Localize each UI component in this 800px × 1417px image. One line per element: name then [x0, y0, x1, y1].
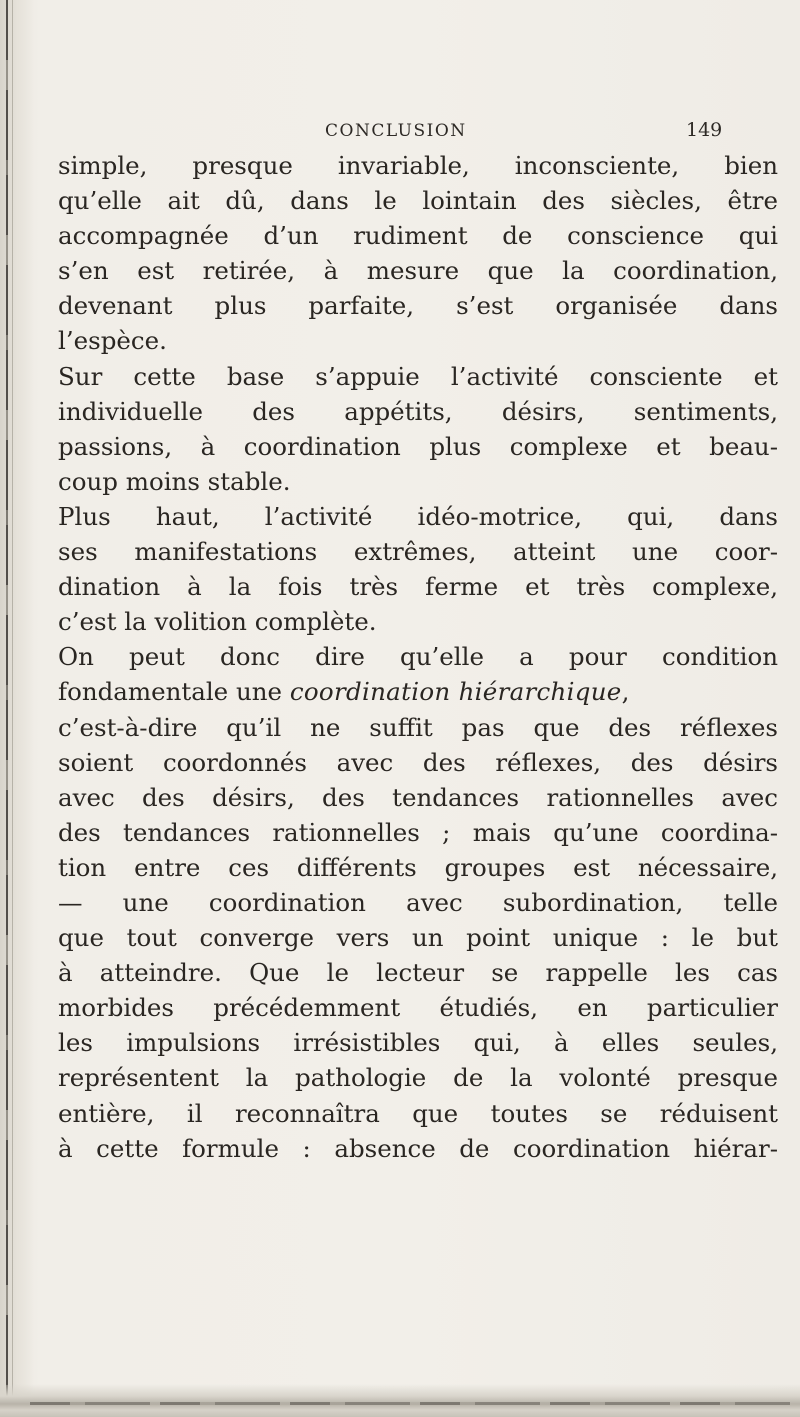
text-line: coup moins stable. [58, 466, 291, 496]
text-line: dination à la fois très ferme et très complexe, [58, 572, 778, 602]
paragraph-start-line: On peut donc dire qu’elle a pour condition [58, 642, 778, 672]
paragraph-start-line: Plus haut, l’activité idéo-motrice, qui, dans [58, 501, 778, 531]
page-header [0, 115, 800, 145]
text-line: ses manifestations extrêmes, atteint une coor- [58, 537, 778, 567]
text-line: individuelle des appétits, désirs, sentiments, [58, 396, 778, 426]
text-line: accompagnée d’un rudiment de conscience qui [58, 221, 778, 251]
text-line: entière, il reconnaîtra que toutes se réduisent [58, 1098, 778, 1128]
text-line: l’espèce. [58, 326, 167, 356]
text-line: morbides précédemment étudiés, en particulier [58, 993, 778, 1023]
text-line: qu’elle ait dû, dans le lointain des siècles, être [58, 186, 778, 216]
text-line: représentent la pathologie de la volonté presque [58, 1063, 778, 1093]
text-line: avec des désirs, des tendances rationnelles avec [58, 782, 778, 812]
text-line: des tendances rationnelles ; mais qu’une coordina- [58, 817, 778, 847]
text-line: c’est-à-dire qu’il ne suffit pas que des réflexes [58, 712, 778, 742]
text-line: passions, à coordination plus complexe et beau- [58, 431, 778, 461]
text-line: tion entre ces différents groupes est nécessaire, [58, 852, 778, 882]
text-line: devenant plus parfaite, s’est organisée dans [58, 291, 778, 321]
text-segment: fondamentale une [58, 677, 283, 707]
body-text [58, 148, 778, 1166]
text-line: soient coordonnés avec des réflexes, des désirs [58, 747, 778, 777]
page-bottom-edge [0, 1384, 800, 1417]
paragraph-start-line: Sur cette base s’appuie l’activité consciente et [58, 361, 778, 391]
text-line: simple, presque invariable, inconsciente, bien [58, 151, 778, 180]
text-line: à atteindre. Que le lecteur se rappelle les cas [58, 958, 778, 988]
text-line: que tout converge vers un point unique : le but [58, 923, 778, 953]
text-segment: , [621, 677, 630, 707]
page-binding-edge [0, 0, 34, 1417]
text-line: à cette formule : absence de coordination hiérar- [58, 1133, 778, 1163]
italic-emphasis: coordination hiérarchique [289, 677, 622, 707]
text-line: les impulsions irrésistibles qui, à elles seules, [58, 1028, 778, 1058]
page-number: 149 [686, 119, 723, 141]
text-line: — une coordination avec subordination, telle [58, 887, 778, 917]
text-line-with-emphasis [58, 674, 778, 709]
text-line: s’en est retirée, à mesure que la coordination, [58, 256, 778, 286]
text-line: c’est la volition complète. [58, 607, 377, 637]
running-title: CONCLUSION [325, 121, 467, 141]
